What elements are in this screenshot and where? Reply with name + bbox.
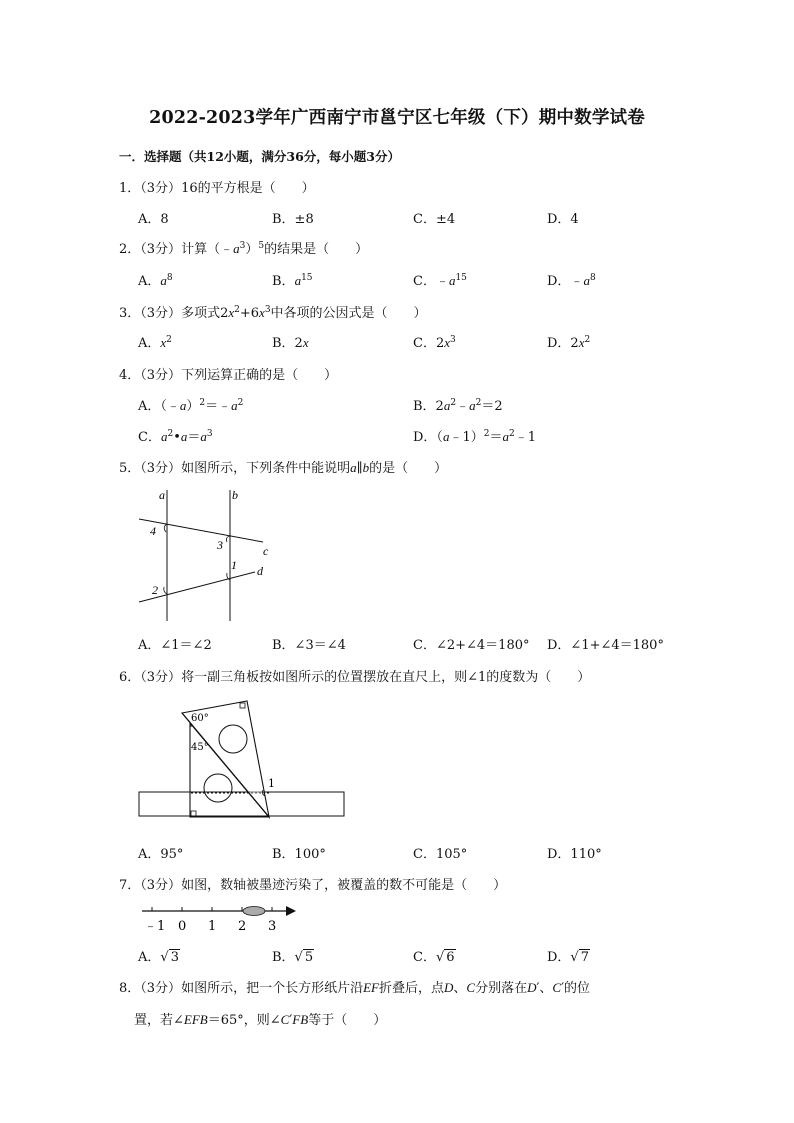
tick-3: 3 (268, 919, 277, 934)
q1-option-d[interactable]: D．4 (547, 212, 579, 227)
q3-option-d[interactable]: D．$2x^2$ (547, 335, 591, 351)
q7-option-c[interactable]: C．√ 6 (413, 950, 455, 965)
label-a: a (159, 488, 165, 502)
question-6: 6．（3分）将一副三角板按如图所示的位置摆放在直尺上，则∠1的度数为（ ） (119, 670, 591, 685)
q5-option-c[interactable]: C．∠2+∠4＝180° (413, 638, 530, 653)
label-d: d (257, 564, 263, 578)
ink-blot (243, 907, 265, 916)
q6-triangle-ruler-figure (135, 695, 350, 825)
q6-option-b[interactable]: B．100° (272, 847, 326, 862)
tick-0: 0 (178, 919, 187, 934)
q3-option-c[interactable]: C．$2x^3$ (413, 335, 456, 351)
question-8: 8．（3分）如图所示，把一个长方形纸片沿EF折叠后，点D、C分别落在D′、C′的位 (119, 980, 591, 996)
q3-option-a[interactable]: A．$x^2$ (138, 335, 172, 351)
q6-option-c[interactable]: C．105° (413, 847, 468, 862)
angle-1-label: 1 (231, 558, 237, 572)
tick-minus-1: ﹣1 (144, 919, 166, 934)
question-5: 5．（3分）如图所示，下列条件中能说明a∥b的是（ ） (119, 460, 448, 476)
q5-parallel-lines-figure (135, 485, 285, 625)
q5-option-d[interactable]: D．∠1+∠4＝180° (547, 638, 664, 653)
section-heading: 一．选择题（共12小题，满分36分，每小题3分） (119, 149, 400, 164)
q7-option-b[interactable]: B．√ 5 (272, 950, 314, 965)
question-3: 3．（3分）多项式$2x^2+6x^3$中各项的公因式是（ ） (119, 305, 427, 321)
q2-option-c[interactable]: C．$﹣a^{15}$ (413, 273, 467, 289)
q4-option-c[interactable]: C．$a^2•a=a^3$ (138, 429, 213, 445)
label-c: c (263, 544, 269, 558)
q5-option-a[interactable]: A．∠1＝∠2 (138, 638, 212, 653)
question-8-continued: 置，若∠EFB＝65°，则∠C′FB等于（ ） (134, 1012, 387, 1028)
q5-option-b[interactable]: B．∠3＝∠4 (272, 638, 346, 653)
angle-1-label: 1 (268, 777, 275, 790)
question-1: 1．（3分）16的平方根是（ ） (119, 181, 315, 196)
q7-option-a[interactable]: A．√ 3 (138, 950, 179, 965)
angle-3-label: 3 (217, 538, 223, 552)
tick-2: 2 (238, 919, 247, 934)
arrow-icon (286, 906, 296, 916)
q7-option-d[interactable]: D．√ 7 (547, 950, 589, 965)
q2-option-b[interactable]: B．$a^{15}$ (272, 273, 313, 289)
angle-2-label: 2 (152, 583, 158, 597)
tick-1: 1 (208, 919, 217, 934)
question-2: 2．（3分）计算$(﹣a^3)^5$的结果是（ ） (119, 241, 369, 257)
angle-45-label: 45° (191, 742, 209, 753)
q1-option-c[interactable]: C．±4 (413, 212, 456, 227)
q4-option-a[interactable]: A．$(﹣a)^2=﹣a^2$ (138, 398, 244, 414)
q6-option-d[interactable]: D．110° (547, 847, 602, 862)
question-7: 7．（3分）如图，数轴被墨迹污染了，被覆盖的数不可能是（ ） (119, 878, 507, 893)
q2-option-d[interactable]: D．$﹣a^8$ (547, 273, 596, 289)
q7-number-line-figure (138, 900, 303, 936)
q4-option-d[interactable]: D．$(a﹣1)^2=a^2﹣1$ (413, 429, 536, 445)
q3-option-b[interactable]: B．2x (272, 335, 309, 351)
q1-option-a[interactable]: A．8 (138, 212, 169, 227)
q6-option-a[interactable]: A．95° (138, 847, 184, 862)
angle-4-label: 4 (150, 524, 156, 538)
q1-option-b[interactable]: B．±8 (272, 212, 314, 227)
ruler (139, 792, 344, 816)
question-4: 4．（3分）下列运算正确的是（ ） (119, 368, 338, 383)
page-title: 2022-2023学年广西南宁市邕宁区七年级（下）期中数学试卷 (149, 108, 645, 128)
q2-option-a[interactable]: A．$a^8$ (138, 273, 173, 289)
q4-option-b[interactable]: B．$2a^2﹣a^2=2$ (413, 398, 503, 414)
angle-60-label: 60° (191, 713, 209, 724)
label-b: b (232, 488, 238, 502)
